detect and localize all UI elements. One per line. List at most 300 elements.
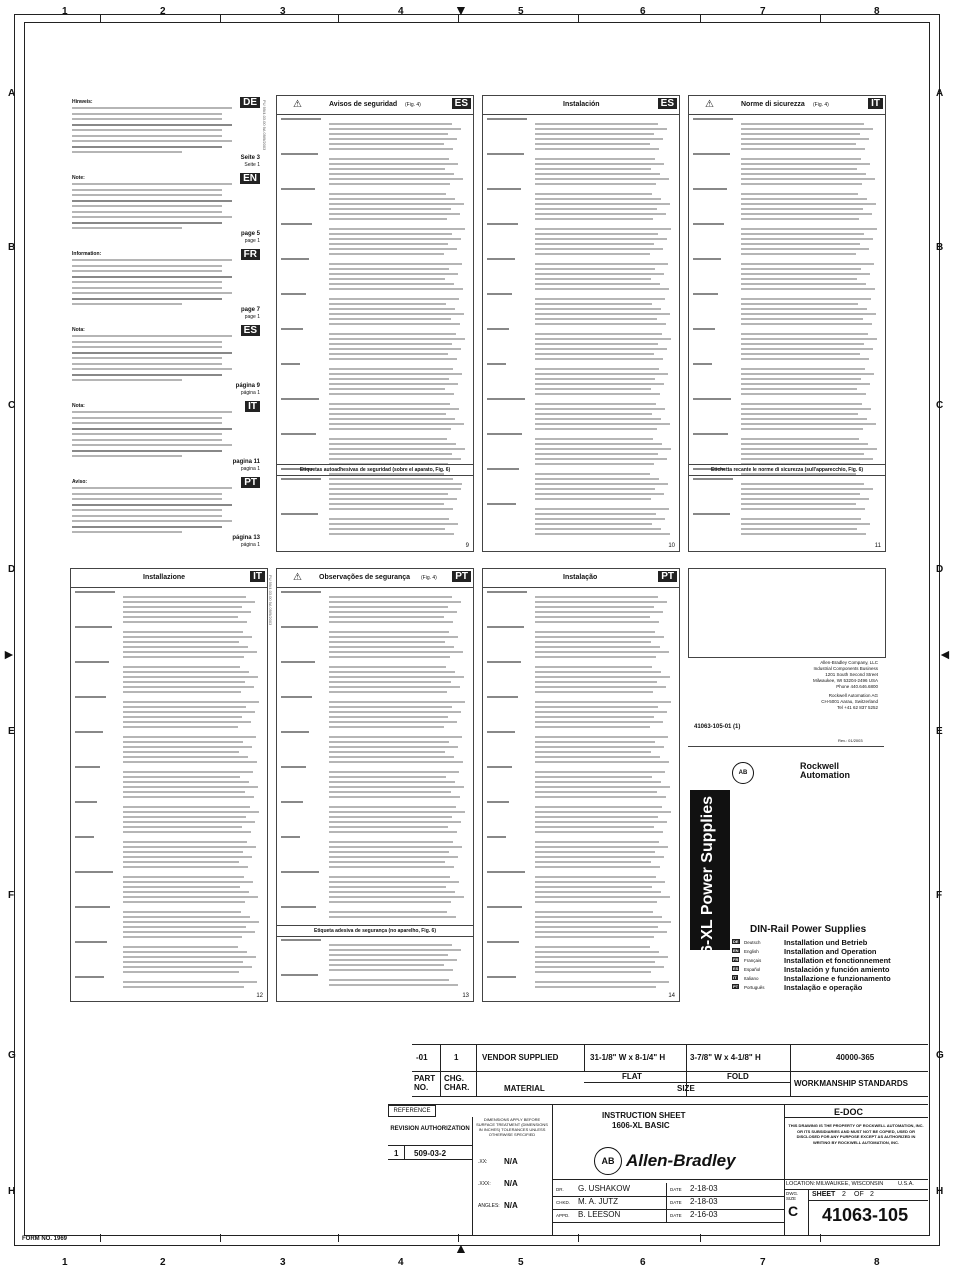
text-line bbox=[123, 831, 251, 833]
text-line bbox=[741, 458, 873, 460]
fold-value: 3-7/8" W x 4-1/8" H bbox=[690, 1053, 761, 1062]
form-number: FORM NO. 1969 bbox=[22, 1236, 68, 1242]
text-line bbox=[535, 408, 665, 410]
figures-reference: page 1 bbox=[244, 238, 260, 244]
text-line bbox=[487, 153, 524, 155]
text-line bbox=[329, 233, 452, 235]
text-line bbox=[535, 791, 657, 793]
text-line bbox=[123, 876, 244, 878]
location-label: LOCATION: bbox=[786, 1181, 816, 1187]
text-line bbox=[329, 596, 452, 598]
text-line bbox=[487, 871, 525, 873]
text-line bbox=[535, 851, 655, 853]
lang-flag: ES bbox=[658, 98, 677, 109]
signoffs bbox=[552, 1179, 784, 1229]
part-no-value: -01 bbox=[416, 1053, 428, 1062]
text-line bbox=[75, 871, 113, 873]
brand-name: Rockwell Automation bbox=[800, 761, 850, 780]
text-line bbox=[72, 265, 222, 267]
text-line bbox=[535, 443, 662, 445]
text-line bbox=[741, 173, 866, 175]
dwg-size-label: DWG. SIZE bbox=[786, 1191, 799, 1201]
text-line bbox=[535, 373, 668, 375]
text-line bbox=[281, 363, 300, 365]
text-line bbox=[535, 128, 667, 130]
text-line bbox=[535, 348, 667, 350]
center-arrow-top: ▼ bbox=[454, 2, 468, 18]
row-letter-right: B bbox=[936, 242, 944, 253]
page-reference: página 9 bbox=[235, 383, 260, 389]
signoff-role: DR. bbox=[556, 1187, 564, 1192]
ab-logo-icon: AB bbox=[594, 1147, 622, 1175]
border-tick bbox=[578, 1234, 579, 1242]
text-line bbox=[329, 671, 455, 673]
text-line bbox=[329, 348, 461, 350]
text-line bbox=[535, 916, 662, 918]
text-line bbox=[329, 518, 449, 520]
text-line bbox=[123, 866, 248, 868]
text-line bbox=[741, 383, 870, 385]
text-line bbox=[741, 353, 860, 355]
text-line bbox=[281, 258, 309, 260]
revision-auth-label: REVISION AUTHORIZATION bbox=[390, 1126, 470, 1132]
text-line bbox=[329, 303, 446, 305]
text-line bbox=[281, 766, 306, 768]
divider bbox=[784, 1189, 928, 1190]
text-line bbox=[72, 368, 232, 370]
panel-title: Instalación bbox=[563, 101, 600, 108]
text-line bbox=[535, 133, 654, 135]
lang-flag: PT bbox=[241, 477, 260, 488]
text-line bbox=[123, 666, 240, 668]
text-line bbox=[741, 203, 876, 205]
text-line bbox=[329, 611, 457, 613]
text-line bbox=[741, 198, 867, 200]
size-label: SIZE bbox=[677, 1084, 695, 1093]
text-line bbox=[535, 183, 656, 185]
text-line bbox=[535, 671, 661, 673]
text-line bbox=[123, 826, 242, 828]
text-line bbox=[535, 448, 671, 450]
text-line bbox=[329, 488, 461, 490]
text-line bbox=[329, 278, 445, 280]
panel-header bbox=[483, 96, 679, 115]
border-tick bbox=[100, 1234, 101, 1242]
divider bbox=[666, 1209, 667, 1222]
reference-label: REFERENCE bbox=[388, 1105, 436, 1117]
text-line bbox=[741, 303, 858, 305]
text-line bbox=[329, 876, 450, 878]
text-line bbox=[535, 213, 666, 215]
text-line bbox=[535, 981, 669, 983]
text-line bbox=[329, 959, 457, 961]
text-line bbox=[123, 686, 254, 688]
text-line bbox=[329, 601, 461, 603]
text-line bbox=[75, 626, 112, 628]
text-line bbox=[741, 158, 861, 160]
panel-it-install bbox=[70, 568, 268, 1002]
text-line bbox=[535, 891, 661, 893]
text-line bbox=[535, 463, 654, 465]
divider bbox=[666, 1183, 667, 1196]
page-reference: página 13 bbox=[232, 535, 260, 541]
text-line bbox=[75, 591, 115, 593]
intro-panel bbox=[70, 93, 262, 554]
text-line bbox=[487, 591, 527, 593]
text-line bbox=[329, 268, 449, 270]
text-line bbox=[329, 508, 453, 510]
text-line bbox=[72, 433, 222, 435]
column-number: 7 bbox=[760, 6, 766, 17]
text-line bbox=[535, 308, 661, 310]
warning-icon: ⚠ bbox=[293, 99, 302, 110]
text-line bbox=[741, 163, 870, 165]
text-line bbox=[329, 308, 455, 310]
text-line bbox=[329, 621, 453, 623]
text-line bbox=[329, 791, 451, 793]
text-line bbox=[281, 626, 318, 628]
text-line bbox=[72, 450, 222, 452]
text-line bbox=[535, 528, 661, 530]
text-line bbox=[535, 911, 653, 913]
text-line bbox=[329, 641, 445, 643]
panel-footer: Etiquetas autoadhesivas de seguridad (sobre el aparato, Fig. 6) bbox=[277, 464, 473, 476]
language-item bbox=[732, 965, 890, 974]
row-letter: C bbox=[8, 400, 16, 411]
text-line bbox=[487, 468, 519, 470]
lang-flag: IT bbox=[245, 401, 260, 412]
text-line bbox=[123, 971, 239, 973]
text-line bbox=[741, 428, 863, 430]
text-block bbox=[693, 118, 881, 478]
text-line bbox=[72, 428, 232, 430]
text-line bbox=[535, 368, 659, 370]
cover-subtitle: DIN-Rail Power Supplies bbox=[750, 924, 867, 935]
text-line bbox=[741, 238, 873, 240]
text-line bbox=[487, 801, 509, 803]
column-number-bottom: 5 bbox=[518, 1257, 524, 1268]
text-line bbox=[329, 198, 455, 200]
tolerance-label: .XX: bbox=[478, 1159, 488, 1165]
lang-description: Installation and Operation bbox=[784, 947, 877, 956]
text-line bbox=[535, 268, 655, 270]
text-line bbox=[741, 288, 875, 290]
row-letter-right: D bbox=[936, 564, 944, 575]
text-line bbox=[741, 138, 869, 140]
text-line bbox=[72, 227, 182, 229]
text-line bbox=[329, 423, 464, 425]
text-line bbox=[741, 243, 860, 245]
text-line bbox=[329, 761, 463, 763]
text-line bbox=[535, 956, 668, 958]
address-line: Milwaukee, WI 53204-2496 USA bbox=[812, 678, 878, 683]
text-line bbox=[535, 636, 664, 638]
text-line bbox=[535, 403, 656, 405]
text-line bbox=[329, 666, 446, 668]
title-block bbox=[390, 1044, 928, 1234]
text-line bbox=[741, 273, 870, 275]
text-line bbox=[741, 338, 877, 340]
warning-icon: ⚠ bbox=[705, 99, 714, 110]
text-line bbox=[72, 509, 222, 511]
text-line bbox=[535, 518, 665, 520]
text-line bbox=[535, 811, 671, 813]
text-line bbox=[535, 248, 663, 250]
fold-label: FOLD bbox=[727, 1072, 749, 1081]
text-line bbox=[72, 303, 182, 305]
text-line bbox=[123, 856, 252, 858]
text-line bbox=[123, 926, 246, 928]
text-line bbox=[123, 596, 246, 598]
row-letter: F bbox=[8, 890, 15, 901]
material-value: VENDOR SUPPLIED bbox=[482, 1053, 559, 1062]
text-line bbox=[123, 711, 255, 713]
text-line bbox=[535, 358, 663, 360]
text-line bbox=[329, 781, 455, 783]
text-line bbox=[329, 378, 449, 380]
text-line bbox=[329, 213, 460, 215]
text-line bbox=[535, 498, 651, 500]
tb-values-row bbox=[412, 1044, 928, 1072]
intro-heading: Hinweis: bbox=[72, 99, 93, 105]
text-line bbox=[535, 881, 665, 883]
text-line bbox=[535, 438, 653, 440]
text-line bbox=[693, 293, 718, 295]
text-line bbox=[123, 916, 250, 918]
address-line: Rockwell Automation AG bbox=[828, 693, 878, 698]
text-line bbox=[693, 513, 730, 515]
text-line bbox=[329, 208, 451, 210]
text-line bbox=[72, 183, 232, 185]
text-line bbox=[693, 328, 715, 330]
text-line bbox=[329, 448, 465, 450]
text-line bbox=[741, 123, 864, 125]
text-line bbox=[329, 338, 465, 340]
text-line bbox=[281, 328, 303, 330]
material-label: MATERIAL bbox=[504, 1084, 545, 1093]
text-line bbox=[329, 736, 462, 738]
text-line bbox=[741, 308, 867, 310]
text-line bbox=[329, 333, 456, 335]
text-line bbox=[535, 238, 667, 240]
tolerance-label: ANGLES: bbox=[478, 1203, 500, 1209]
divider bbox=[784, 1117, 928, 1118]
text-line bbox=[535, 831, 663, 833]
text-line bbox=[123, 931, 255, 933]
text-line bbox=[693, 188, 727, 190]
text-line bbox=[75, 906, 110, 908]
text-line bbox=[329, 253, 444, 255]
text-line bbox=[329, 148, 453, 150]
divider bbox=[388, 1145, 472, 1146]
text-line bbox=[72, 363, 222, 365]
text-line bbox=[123, 751, 239, 753]
text-line bbox=[741, 128, 873, 130]
text-line bbox=[329, 243, 448, 245]
panel-header bbox=[277, 96, 473, 115]
text-line bbox=[329, 881, 459, 883]
chg-value: 1 bbox=[454, 1053, 459, 1062]
text-line bbox=[693, 478, 733, 480]
text-line bbox=[487, 118, 527, 120]
text-line bbox=[72, 292, 232, 294]
pub-number: 41063-105-01 (1) bbox=[694, 724, 741, 730]
text-line bbox=[741, 333, 868, 335]
text-line bbox=[329, 866, 454, 868]
text-line bbox=[487, 766, 512, 768]
text-line bbox=[535, 418, 661, 420]
text-line bbox=[535, 453, 658, 455]
text-line bbox=[123, 886, 240, 888]
text-line bbox=[329, 606, 448, 608]
text-line bbox=[741, 178, 875, 180]
text-line bbox=[535, 876, 656, 878]
lang-description: Installazione e funzionamento bbox=[784, 974, 891, 983]
text-line bbox=[72, 352, 232, 354]
text-line bbox=[281, 731, 309, 733]
intro-entry bbox=[70, 477, 262, 549]
text-line bbox=[123, 636, 252, 638]
text-line bbox=[123, 701, 259, 703]
row-letter-right: E bbox=[936, 726, 943, 737]
text-line bbox=[535, 383, 664, 385]
border-tick bbox=[100, 14, 101, 22]
text-line bbox=[535, 233, 658, 235]
text-line bbox=[741, 443, 868, 445]
text-line bbox=[535, 856, 664, 858]
text-line bbox=[329, 796, 460, 798]
text-line bbox=[123, 606, 242, 608]
text-line bbox=[281, 836, 300, 838]
column-number: 4 bbox=[398, 6, 404, 17]
panel-pt-install bbox=[482, 568, 680, 1002]
text-line bbox=[329, 741, 449, 743]
row-letter-right: A bbox=[936, 88, 944, 99]
text-line bbox=[535, 631, 655, 633]
text-line bbox=[72, 211, 222, 213]
text-line bbox=[535, 143, 650, 145]
drawing-number: 41063-105 bbox=[822, 1205, 909, 1225]
text-line bbox=[123, 621, 247, 623]
text-line bbox=[741, 393, 866, 395]
text-line bbox=[281, 188, 315, 190]
text-line bbox=[329, 686, 460, 688]
text-line bbox=[535, 428, 657, 430]
signoff-name: B. LEESON bbox=[578, 1210, 621, 1219]
text-line bbox=[535, 646, 660, 648]
intro-heading: Nota: bbox=[72, 327, 85, 333]
row-letter: H bbox=[8, 1186, 16, 1197]
text-line bbox=[535, 478, 659, 480]
text-line bbox=[123, 806, 250, 808]
text-line bbox=[535, 343, 658, 345]
text-line bbox=[281, 398, 319, 400]
text-line bbox=[487, 626, 524, 628]
text-line bbox=[741, 418, 867, 420]
signoff-role: APPD. bbox=[556, 1213, 570, 1218]
divider bbox=[404, 1145, 405, 1159]
text-line bbox=[72, 276, 232, 278]
text-line bbox=[741, 313, 876, 315]
text-line bbox=[329, 831, 457, 833]
product-band bbox=[690, 790, 730, 981]
border-tick bbox=[220, 14, 221, 22]
warning-icon: ⚠ bbox=[293, 572, 302, 583]
text-line bbox=[535, 168, 651, 170]
text-block bbox=[281, 118, 469, 488]
border-tick bbox=[338, 14, 339, 22]
text-line bbox=[329, 851, 449, 853]
text-line bbox=[72, 194, 222, 196]
text-line bbox=[329, 616, 444, 618]
lang-description: Installation et fonctionnement bbox=[784, 956, 891, 965]
text-line bbox=[329, 288, 463, 290]
text-line bbox=[535, 716, 654, 718]
text-line bbox=[123, 656, 244, 658]
text-line bbox=[72, 151, 182, 153]
text-line bbox=[329, 979, 449, 981]
column-number-bottom: 4 bbox=[398, 1257, 404, 1268]
column-number-bottom: 8 bbox=[874, 1257, 880, 1268]
figures-reference: página 1 bbox=[240, 390, 260, 396]
product-title: 1606-XL Power Supplies bbox=[699, 796, 716, 981]
text-line bbox=[741, 253, 856, 255]
text-line bbox=[75, 766, 100, 768]
lang-flag: DE bbox=[240, 97, 260, 108]
column-number-bottom: 2 bbox=[160, 1257, 166, 1268]
text-line bbox=[72, 270, 222, 272]
text-line bbox=[123, 776, 240, 778]
text-line bbox=[329, 949, 461, 951]
text-line bbox=[535, 323, 666, 325]
lang-flag: PT bbox=[658, 571, 677, 582]
text-line bbox=[123, 611, 251, 613]
text-line bbox=[72, 374, 222, 376]
address-line: Industrial Components Business bbox=[813, 666, 878, 671]
text-line bbox=[741, 323, 872, 325]
text-line bbox=[281, 591, 321, 593]
text-line bbox=[281, 906, 316, 908]
text-line bbox=[281, 433, 316, 435]
text-line bbox=[741, 508, 865, 510]
text-line bbox=[329, 856, 458, 858]
text-line bbox=[72, 515, 222, 517]
text-line bbox=[741, 148, 865, 150]
text-line bbox=[487, 328, 509, 330]
lang-name: Français bbox=[744, 958, 762, 963]
text-line bbox=[72, 455, 182, 457]
text-line bbox=[72, 346, 222, 348]
signoff-name: M. A. JUTZ bbox=[578, 1197, 618, 1206]
text-line bbox=[72, 200, 232, 202]
text-line bbox=[535, 866, 660, 868]
text-line bbox=[741, 208, 863, 210]
page-number: 11 bbox=[874, 543, 881, 549]
divider bbox=[688, 746, 884, 747]
text-line bbox=[123, 966, 252, 968]
text-line bbox=[72, 504, 232, 506]
text-line bbox=[329, 323, 460, 325]
row-letter-right: C bbox=[936, 400, 944, 411]
lang-description: Instalación y función amiento bbox=[784, 965, 890, 974]
panel-es-install bbox=[482, 95, 680, 552]
border-tick bbox=[578, 14, 579, 22]
text-line bbox=[535, 303, 652, 305]
workmanship-value: 40000-365 bbox=[836, 1053, 875, 1062]
text-line bbox=[72, 222, 222, 224]
text-line bbox=[535, 926, 658, 928]
text-line bbox=[329, 811, 465, 813]
